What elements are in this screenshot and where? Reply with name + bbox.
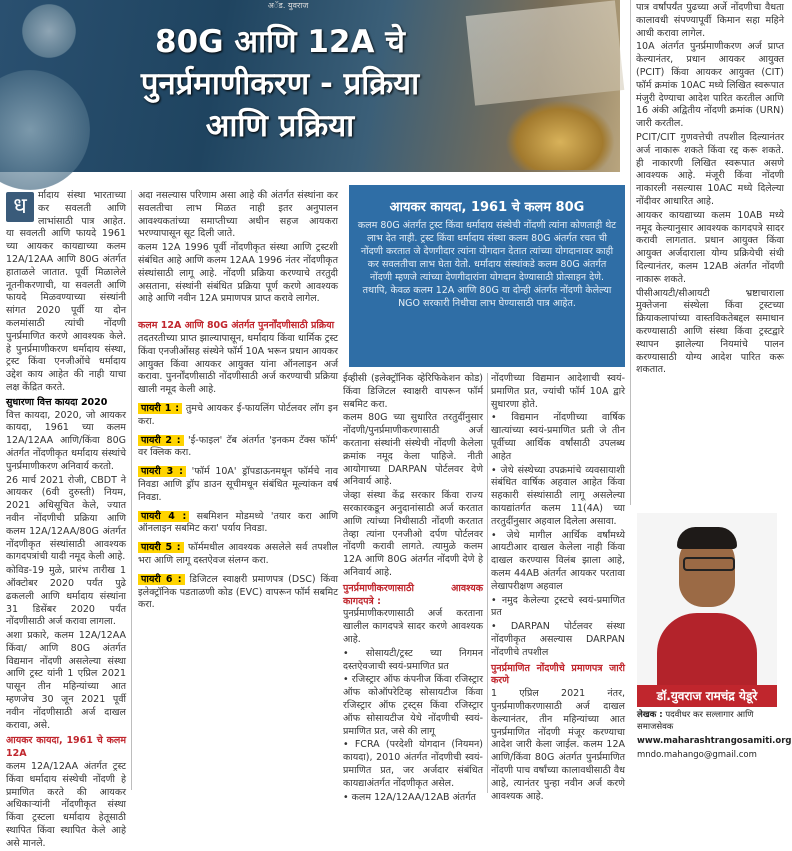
author-glasses <box>683 557 735 571</box>
step-text: 'फॉर्म 10A' ड्रॉपडाऊनमधून फॉर्मचे नाव निवडा आणि ड्रॉप डाउन सूचीमधून संबंधित मूल्यांकन वर्ष निवडा. <box>138 466 338 503</box>
step-label: पायरी 1 : <box>138 403 182 414</box>
step-text: 'ई-फाइल' टॅब अंतर्गत 'इनकम टॅक्स फॉर्म' वर क्लिक करा. <box>138 434 338 459</box>
column-2 <box>138 190 338 796</box>
section-heading: पुनर्प्रमाणित नोंदणीचे प्रमाणपत्र जारी करणे <box>491 662 625 687</box>
step-text: सबमिशन मोडमध्ये 'तयार करा आणि ऑनलाइन सबमिट करा' पर्याय निवडा. <box>138 510 338 535</box>
headline-line-3: आणि प्रक्रिया <box>205 108 355 144</box>
bullet-item: • कलम 12A/12AA/12AB अंतर्गत <box>343 791 476 803</box>
bullet-text: FCRA (परदेशी योगदान (नियमन) कायदा), 2010 अंतर्गत नोंदणीची स्वयं-प्रमाणित प्रत, जर अर्जदार संबंधित कायद्याअंतर्गत नोंदणीकृत असेल. <box>343 739 484 789</box>
step-item <box>138 574 338 612</box>
author-shirt <box>657 613 757 693</box>
bullet-item: • FCRA (परदेशी योगदान (नियमन) कायदा), 2010 अंतर्गत नोंदणीची स्वयं-प्रमाणित प्रत, जर अर्जदार संबंधित कायद्याअंतर्गत नोंदणीकृत असेल. <box>343 739 484 789</box>
paragraph: पुनर्प्रमाणीकरणासाठी अर्ज करताना खालील कागदपत्रे सादर करणे आवश्यक आहे. <box>343 608 483 645</box>
subheading: सुधारणा वित्त कायदा 2020 <box>6 396 108 408</box>
top-strip-text: अॅड. युवराज <box>267 1 309 10</box>
paragraph: तदतरतीच्या प्राप्त झाल्यापासून, धर्मादाय किंवा धार्मिक ट्रस्ट किंवा एनजीओंसह संस्थेने फॉर्म 10A भरून प्रधान आयकर आयुक्त किंवा आयकर आयुक्त यांना ऑनलाइन अर्ज करावा. पुनर्नोंदणीसाठी नोंदणीसाठी अर्ज करण्याची प्रक्रिया खाली नमूद केली आहे. <box>138 332 338 396</box>
author-website[interactable]: www.maharashtrangosamiti.org <box>637 736 792 746</box>
headline-line-1: 80G आणि 12A चे <box>155 24 405 60</box>
paragraph: आयकर कायद्याच्या कलम 10AB मध्ये नमूद केल्यानुसार आवश्यक कागदपत्रे सादर करावी लागतात. प्रधान आयुक्त किंवा आयुक्त अर्जदाराला योग्य प्रक्रियेची संधी दिल्यानंतर, कलम 12AB अंतर्गत नोंदणी नाकारू शकते. <box>636 209 784 285</box>
bullet-item: • DARPAN पोर्टलवर संस्था नोंदणीकृत असल्यास DARPAN नोंदणीचे तपशील <box>491 621 625 658</box>
paragraph: 26 मार्च 2021 रोजी, CBDT ने आयकर (6वी दुरुस्ती) नियम, 2021 अधिसूचित केले, ज्यात नवीन नोंदणीची प्रक्रिया आणि कलम 12A/12AA/80G अंतर्गत नोंदणीकृत संस्थांसाठी आवश्यक कागदपत्रांची यादी नमूद केली आहे. <box>6 474 126 563</box>
column-3 <box>343 373 484 803</box>
bullet-item: • जेथे मागील आर्थिक वर्षांमध्ये आयटीआर दाखल केलेला नाही किंवा दाखल करण्यास विलंब झाला आहे, कलम 44AB अंतर्गत आयकर परतावा लेखापरीक्षण अहवाल <box>491 529 626 592</box>
step-item <box>138 542 338 568</box>
highlight-box-text: कलम 80G अंतर्गत ट्रस्ट किंवा धर्मादाय संस्थेची नोंदणी त्यांना कोणताही थेट लाभ देत नाही. ट्रस्ट किंवा धर्मादाय संस्था कलम 80G अंतर्गत रचत ची नोंदणी करतात जे देणगीदार त्यांना योगदान देतात त्यांच्या योगदानावर काही कर सवलतीचा लाभ घेता येतो. धर्मादाय संस्थांकडे कलम 80G अंतर्गत नोंदणी म्हणजे त्यांच्या देणगीदारांना योगदान देण्यासाठी प्रोत्साहन देणे. तथापि, केवळ कलम 12A आणि 80G या दोन्ही अंतर्गत नोंदणी केलेल्या NGO सरकारी निधीचा लाभ घेण्यासाठी पात्र आहेत. <box>357 220 617 309</box>
column-divider <box>487 373 488 793</box>
paragraph: जेव्हा संस्था केंद्र सरकार किंवा राज्य सरकारकडून अनुदानांसाठी अर्ज करतात आणि त्यांच्या निधीसाठी नोंदणी करतात तेव्हा त्यांना एनजीओ दर्पण पोर्टलवर नोंदणी करावी लागते. त्यामुळे कलम 12A आणि 80G अंतर्गत नोंदणी देणे हे अनिवार्य आहे. <box>343 490 483 578</box>
step-label: पायरी 2 : <box>138 435 184 446</box>
bullet-text: जेथे मागील आर्थिक वर्षांमध्ये आयटीआर दाखल केलेला नाही किंवा दाखल करण्यास विलंब झाला आहे, कलम 44AB अंतर्गत आयकर परतावा लेखापरीक्षण अहवाल <box>491 529 626 592</box>
step-item <box>138 435 338 461</box>
paragraph: 1 एप्रिल 2021 नंतर, पुनर्प्रमाणीकरणासाठी अर्ज दाखल केल्यानंतर, तीन महिन्यांच्या आत पुनर्प्रमाणित नोंदणी मंजूर करण्याचा आदेश जारी केला जाईल. कलम 12A आणि/किंवा 80G अंतर्गत पुनर्प्रमाणित नोंदणी पाच वर्षांच्या कालावधीसाठी वैध आहे, त्यानंतर पुन्हा नवीन अर्ज करणे आवश्यक आहे. <box>491 688 625 802</box>
intro-paragraph: र्मादाय संस्था भारताच्या कर सवलती आणि लाभांसाठी पात्र आहेत. या सवलती आणि फायदे 1961 च्या आयकर कायद्याच्या कलम 12A/12AA आणि 80G अंतर्गत हाताळले जातात. पूर्वी मिळालेले नूतनीकरणाची, या सवलती आणि फायदे मिळवण्याच्या संस्थांनी सांगत 2020 पूर्वी या दोन कलमांसाठी त्यांची नोंदणी पुनर्प्रमाणित करणे आवश्यक केले. हे पुनर्प्रमाणीकरण धर्मादाय संस्था, ट्रस्ट किंवा एनजीओंचे धर्मादाय उद्देश काय आहेत की नाही याचा लक्ष केंद्रित करते. <box>6 190 126 393</box>
bullet-text: विद्यमान नोंदणीच्या वार्षिक खात्यांच्या स्वयं-प्रमाणित प्रती जे तीन पूर्वीच्या आर्थिक वर्षांसाठी उपलब्ध आहेत <box>491 412 626 462</box>
step-item <box>138 403 338 429</box>
paragraph: अशा प्रकारे, कलम 12A/12AA किंवा/ आणि 80G अंतर्गत विद्यमान नोंदणी असलेल्या संस्था आणि ट्रस्ट यांनी 1 एप्रिल 2021 पासून तीन महिन्यांच्या आत म्हणजेच 30 जून 2021 पूर्वी नवीन नोंदणीसाठी अर्ज दाखल करावा, असे. <box>6 630 126 731</box>
highlight-box-80g <box>349 185 625 367</box>
column-5 <box>636 2 784 507</box>
author-role <box>637 710 785 733</box>
paragraph: पात्र वर्षांपर्यंत पुढच्या अर्जे नोंदणीचा वैधता कालावधी संपण्यापूर्वी किमान सहा महिने आधी करावा लागेल. <box>636 2 784 39</box>
section-heading: आयकर कायदा, 1961 चे कलम 12A <box>6 735 126 760</box>
step-label: पायरी 4 : <box>138 511 189 522</box>
hero-banner <box>0 0 620 172</box>
paragraph: कलम 12A/12AA अंतर्गत ट्रस्ट किंवा धर्मादाय संस्थेची नोंदणी हे प्रमाणित करते की आयकर अधिकाऱ्यांनी नोंदणीकृत संस्था किंवा ट्रस्टला धर्मादाय हेतूसाठी स्थापित किंवा स्थापित केले आहे असे मानले. <box>6 761 126 849</box>
bullet-text: सोसायटी/ट्रस्ट च्या निगमन दस्तऐवजाची स्वयं-प्रमाणित प्रत <box>343 647 483 672</box>
author-role-label: लेखक : <box>637 710 663 720</box>
highlight-box-title: आयकर कायदा, 1961 चे कलम 80G <box>389 200 585 215</box>
coins-image <box>505 100 615 170</box>
author-hair <box>677 527 737 549</box>
bullet-text: रजिस्ट्रार ऑफ कंपनीज किंवा रजिस्ट्रार ऑफ कोऑपरेटिव्ह सोसायटीज किंवा रजिस्ट्रार ऑफ ट्रस्ट्स किंवा रजिस्ट्रार ऑफ सोसायटीज येथे नोंदणीची स्वयं-प्रमाणित प्रत, जसे की लागू <box>343 674 484 737</box>
paragraph: वित्त कायदा, 2020, जो आयकर कायदा, 1961 च्या कलम 12A/12AA आणि/किंवा 80G अंतर्गत नोंदणीकृत धर्मादाय संस्थांचे पुनर्प्रमाणीकरण अनिवार्य करतो. <box>6 409 126 472</box>
bullet-item: • जेथे संस्थेच्या उपक्रमांचे व्यवसायाशी संबंधित वार्षिक अहवाल आहेत किंवा सहकारी संस्थांसाठी लागू असलेल्या कायद्यांतर्गत कलम 11(4A) च्या तरतुदींनुसार अहवाल दिलेला असावा. <box>491 464 626 527</box>
bullet-item: • सोसायटी/ट्रस्ट च्या निगमन दस्तऐवजाची स्वयं-प्रमाणित प्रत <box>343 647 483 672</box>
paragraph: अदा नसल्यास परिणाम असा आहे की अंतर्गत संस्थांना कर सवलतीचा लाभ मिळत नाही इतर अनुपालन आवश्यकतांच्या समाप्तीच्या अधीन सहज आयकरा भरण्यापासून सूट दिली जाते. <box>138 190 338 240</box>
author-email[interactable]: mndo.mahango@gmail.com <box>637 749 757 760</box>
step-text: डिजिटल स्वाक्षरी प्रमाणपत्र (DSC) किंवा इलेक्ट्रॉनिक पडताळणी कोड (EVC) वापरून फॉर्म सबमिट करा. <box>138 573 338 611</box>
paragraph: कलम 80G च्या सुधारित तरतुदींनुसार नोंदणी/पुनर्प्रमाणीकरणासाठी अर्ज करताना संस्थांनी संस्थेची नोंदणी केलेला क्रमांक नमूद केला पाहिजे. नीती आयोगाच्या DARPAN पोर्टलवर देणे अनिवार्य आहे. <box>343 412 483 488</box>
step-label: पायरी 6 : <box>138 574 185 585</box>
paragraph: PCIT/CIT गुणवत्तेची तपशील दिल्यानंतर अर्ज नाकारू शकते किंवा रद्द करू शकते. ही नाकारणी लिखित स्वरूपात असणे आवश्यक आहे. मंजूरी किंवा नोंदणी नाकारली नसल्यास 10AC मध्ये दिलेल्या नोंदीवर आधारित आहे. <box>636 131 784 207</box>
column-divider <box>630 0 631 505</box>
paragraph: कलम 12A 1996 पूर्वी नोंदणीकृत संस्था आणि ट्रस्टशी संबंधित आहे आणि कलम 12AA 1996 नंतर नोंदणीकृत संस्थांसाठी लागू आहे. नोंदणी प्रक्रिया करण्याचे तरतुदी असताना, संस्थांनी संबंधित प्रक्रिया पूर्ण करणे आवश्यक आहे आणि नवीन 12A प्रमाणपत्र प्राप्त करावे लागेल. <box>138 242 338 305</box>
section-heading: कलम 12A आणि 80G अंतर्गत पुनर्नोंदणीसाठी प्रक्रिया <box>138 320 335 332</box>
bullet-text: जेथे संस्थेच्या उपक्रमांचे व्यवसायाशी संबंधित वार्षिक अहवाल आहेत किंवा सहकारी संस्थांसाठी लागू असलेल्या कायद्यांतर्गत कलम 11(4A) च्या तरतुदींनुसार अहवाल दिलेला असावा. <box>491 464 626 527</box>
bullet-item: • रजिस्ट्रार ऑफ कंपनीज किंवा रजिस्ट्रार ऑफ कोऑपरेटिव्ह सोसायटीज किंवा रजिस्ट्रार ऑफ ट्रस्ट्स किंवा रजिस्ट्रार ऑफ सोसायटीज येथे नोंदणीची स्वयं-प्रमाणित प्रत, जसे की लागू <box>343 674 484 737</box>
paragraph: नोंदणीच्या विद्यमान आदेशाची स्वयं-प्रमाणित प्रत, ज्यांची फॉर्म 10A द्वारे सुधारणा होते. <box>491 373 625 410</box>
paragraph: 10A अंतर्गत पुनर्प्रमाणीकरण अर्ज प्राप्त केल्यानंतर, प्रधान आयकर आयुक्त (PCIT) किंवा आयकर आयुक्त (CIT) फॉर्म क्रमांक 10AC मध्ये लिखित स्वरूपात मंजुरी देण्याचा आदेश पारित करतील आणि 16 अंकी अद्वितीय नोंदणी क्रमांक (URN) जारी करतील. <box>636 41 784 130</box>
author-role-text: पदवीधर कर सल्लागार आणि समाजसेवक <box>637 710 754 732</box>
step-label: पायरी 5 : <box>138 542 184 553</box>
dropcap: ध <box>6 192 34 222</box>
headline-line-2: पुनर्प्रमाणीकरण - प्रक्रिया <box>140 66 420 102</box>
bullet-item: • नमुद केलेल्या ट्रस्टचे स्वयं-प्रमाणित प्रत <box>491 594 625 619</box>
step-text: फॉर्ममधील आवश्यक असलेले सर्व तपशील भरा आणि लागू दस्तऐवज संलग्न करा. <box>138 542 338 566</box>
author-photo <box>637 513 777 685</box>
paragraph: कोविड-19 मुळे, प्रारंभ तारीख 1 ऑक्टोबर 2020 पर्यंत पुढे ढकलली आणि धर्मादाय संस्थांना 31 डिसेंबर 2020 पर्यंत नोंदणीसाठी अर्ज करावा लागला. <box>6 565 126 628</box>
step-label: पायरी 3 : <box>138 466 186 477</box>
paragraph: ईव्हीसी (इलेक्ट्रॉनिक व्हेरिफिकेशन कोड) किंवा डिजिटल स्वाक्षरी वापरून फॉर्म सबमिट करा. <box>343 373 483 410</box>
bullet-item: • विद्यमान नोंदणीच्या वार्षिक खात्यांच्या स्वयं-प्रमाणित प्रती जे तीन पूर्वीच्या आर्थिक वर्षांसाठी उपलब्ध आहेत <box>491 412 626 462</box>
bullet-text: नमुद केलेल्या ट्रस्टचे स्वयं-प्रमाणित प्रत <box>491 594 625 619</box>
column-4 <box>491 373 626 802</box>
column-1 <box>6 190 126 849</box>
paragraph: पीसीआयटी/सीआयटी भ्रष्टाचाराला मुक्तेजना संस्थेला किंवा ट्रस्टच्या क्रियाकलापांच्या वास्तविकतेबद्दल समाधान करण्यासाठी आणि संस्था किंवा ट्रस्टद्वारे स्थापन झालेल्या नियमांचे पालन करण्यासाठी योग्य आदेश पारित करू शकतात. <box>636 287 784 376</box>
bullet-text: कलम 12A/12AA/12AB अंतर्गत <box>351 791 476 803</box>
step-item <box>138 466 338 504</box>
column-divider <box>131 190 132 790</box>
step-item <box>138 511 338 537</box>
step-text: तुमचे आयकर ई-फायलिंग पोर्टलवर लॉग इन करा. <box>138 402 338 427</box>
bullet-text: DARPAN पोर्टलवर संस्था नोंदणीकृत असल्यास DARPAN नोंदणीचे तपशील <box>491 621 625 658</box>
author-name: डॉ.युवराज रामचंद्र येडूरे <box>637 685 777 707</box>
section-heading: पुनर्प्रमाणीकरणासाठी आवश्यक कागदपत्रे : <box>343 582 483 607</box>
author-info <box>637 710 792 761</box>
